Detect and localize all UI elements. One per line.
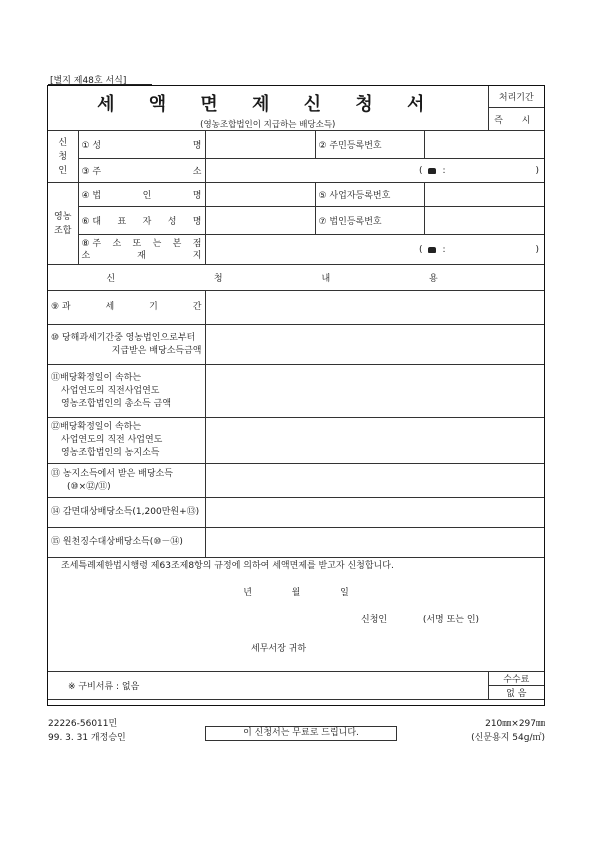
row-dividend-received-field[interactable] [205,325,544,365]
signer-label: 신청인 [361,615,388,625]
row-farmland-income-field[interactable] [205,418,544,464]
representative-name-field[interactable] [205,207,315,235]
row-farmland-dividend-label: ⑬ 농지소득에서 받은 배당소득 (⑩×⑫/⑪) [48,464,205,498]
paper-type: (신문용지 54g/㎡) [471,733,545,743]
application-details-header: 신 청 내 용 [48,265,544,291]
declaration-block [48,558,544,672]
signature-slot[interactable]: (서명 또는 인) [422,615,480,625]
biz-reg-number-label: ⑤ 사업자등록번호 [315,183,424,207]
row-taxable-period-label: ⑨ 과 세 기 간 [48,291,205,325]
corp-name-label: ④ 법 인 명 [78,183,205,207]
application-form-table [48,86,544,700]
fee-label: 수수료 [488,672,544,686]
form-subtitle: (영농조합법인이 지급하는 배당소득) [200,120,336,130]
applicant-name-field[interactable] [205,131,315,159]
footer-right [440,717,545,745]
corp-reg-number-field[interactable] [424,207,544,235]
corporation-group-label: 영농 조합 [48,183,78,265]
form-title: 세 액 면 제 신 청 서 [97,94,439,115]
applicant-rrn-label: ② 주민등록번호 [315,131,424,159]
representative-name-label: ⑥ 대 표 자 성 명 [78,207,205,235]
row-dividend-received-label: ⑩ 당해과세기간중 영농법인으로부터 지급받은 배당소득금액 [48,325,205,365]
biz-reg-number-field[interactable] [424,183,544,207]
paper-size: 210㎜×297㎜ [485,719,545,729]
free-form-notice: 이 신청서는 무료로 드립니다. [205,726,397,741]
form-number-tag: [별지 제48호 서식] [50,76,127,86]
corp-reg-number-label: ⑦ 법인등록번호 [315,207,424,235]
applicant-phone: ( : ) [418,165,540,176]
row-withholding-dividend-label: ⑮ 원천징수대상배당소득(⑩－⑭) [48,528,205,558]
applicant-address-label: ③ 주 소 [78,159,205,183]
form-title-block [48,86,488,131]
processing-period-value: 즉 시 [488,108,544,131]
row-taxable-period-field[interactable] [205,291,544,325]
row-total-income-field[interactable] [205,365,544,418]
approval-date: 99. 3. 31 개정승인 [48,733,126,743]
applicant-address-field[interactable] [205,159,544,183]
applicant-group-label: 신 청 인 [48,131,78,183]
fee-value: 없 음 [488,686,544,700]
row-exempt-dividend-field[interactable] [205,498,544,528]
addressee: 세무서장 귀하 [251,644,307,654]
row-total-income-label: ⑪배당확정일이 속하는 사업연도의 직전사업연도 영농조합법인의 총소득 금액 [48,365,205,418]
applicant-rrn-field[interactable] [424,131,544,159]
phone-icon [428,168,436,174]
row-farmland-income-label: ⑫배당확정일이 속하는 사업연도의 직전 사업연도 영농조합법인의 농지소득 [48,418,205,464]
corp-phone: ( : ) [418,244,540,255]
date-line: 년 월 일 [243,588,349,598]
hq-address-label: ⑧ 주 소 또 는 본 점 소 재 지 [78,235,205,265]
applicant-name-label: ① 성 명 [78,131,205,159]
footer-left [48,717,126,745]
phone-icon [428,247,436,253]
row-exempt-dividend-label: ⑭ 감면대상배당소득(1,200만원+⑬) [48,498,205,528]
corp-name-field[interactable] [205,183,315,207]
row-withholding-dividend-field[interactable] [205,528,544,558]
signer-line [51,612,541,625]
row-farmland-dividend-field[interactable] [205,464,544,498]
hq-address-field[interactable] [205,235,544,265]
declaration-statement: 조세특례제한법시행령 제63조제8항의 규정에 의하여 세액면제를 받고자 신청합니다. [61,561,394,571]
form-code: 22226-56011민 [48,719,118,729]
processing-period-label: 처리기간 [488,86,544,108]
attachments-note: ※ 구비서류 : 없음 [48,672,488,700]
